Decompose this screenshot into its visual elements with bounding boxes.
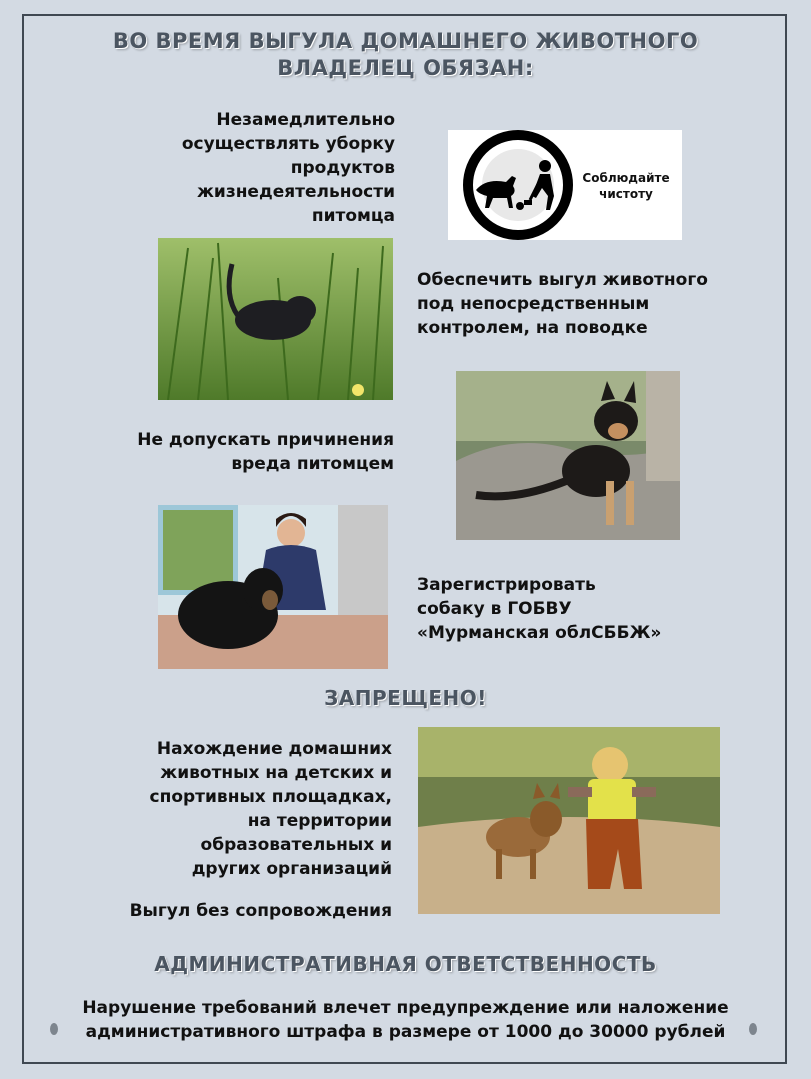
duty-line: контролем, на поводке bbox=[417, 318, 648, 338]
duty-line: жизнедеятельности bbox=[196, 182, 395, 202]
duty-cleanup-text bbox=[150, 108, 395, 228]
forbidden-unaccompanied-text: Выгул без сопровождения bbox=[129, 901, 392, 921]
keep-clean-caption bbox=[576, 170, 676, 202]
title-line-2: ВЛАДЕЛЕЦ ОБЯЗАН: bbox=[277, 56, 534, 80]
penalty-line-2: административного штрафа в размере от 1000 до 30000 рублей bbox=[85, 1022, 726, 1042]
duty-register-text bbox=[417, 573, 747, 645]
forbidden-line: образовательных и bbox=[200, 835, 392, 855]
duty-no-harm-text bbox=[110, 428, 394, 476]
forbidden-line: животных на детских и bbox=[160, 763, 392, 783]
forbidden-line: спортивных площадках, bbox=[149, 787, 392, 807]
duty-line: вреда питомцем bbox=[231, 454, 394, 474]
penalty-line-1: Нарушение требований влечет предупреждение или наложение bbox=[82, 998, 729, 1018]
duty-line: продуктов bbox=[290, 158, 395, 178]
duty-line: «Мурманская облСББЖ» bbox=[417, 623, 662, 643]
keep-clean-sign bbox=[448, 130, 682, 240]
puppy-in-grass-photo bbox=[158, 238, 393, 400]
duty-line: Незамедлительно bbox=[216, 110, 395, 130]
admin-responsibility-heading: АДМИНИСТРАТИВНАЯ ОТВЕТСТВЕННОСТЬ bbox=[154, 952, 657, 976]
caption-line: Соблюдайте bbox=[582, 171, 670, 185]
forbidden-line: Нахождение домашних bbox=[156, 739, 392, 759]
duty-line: Зарегистрировать bbox=[417, 575, 596, 595]
duty-line: Обеспечить выгул животного bbox=[417, 270, 708, 290]
duty-line: собаку в ГОБВУ bbox=[417, 599, 572, 619]
child-with-dog-photo bbox=[418, 727, 720, 914]
forbidden-playgrounds-text bbox=[100, 737, 392, 881]
duty-line: Не допускать причинения bbox=[137, 430, 394, 450]
title-line-1: ВО ВРЕМЯ ВЫГУЛА ДОМАШНЕГО ЖИВОТНОГО bbox=[112, 29, 699, 53]
vet-clinic-photo bbox=[158, 505, 388, 669]
bullet-dot-left-icon bbox=[50, 1023, 58, 1035]
bullet-dot-right-icon bbox=[749, 1023, 757, 1035]
forbidden-heading: ЗАПРЕЩЕНО! bbox=[324, 686, 487, 710]
duty-line: питомца bbox=[311, 206, 395, 226]
forbidden-line: других организаций bbox=[191, 859, 392, 879]
duty-line: осуществлять уборку bbox=[181, 134, 395, 154]
caption-line: чистоту bbox=[599, 187, 653, 201]
penalty-text bbox=[40, 996, 771, 1044]
duty-leash-text bbox=[417, 268, 747, 340]
duty-line: под непосредственным bbox=[417, 294, 650, 314]
shepherd-dog-photo bbox=[456, 371, 680, 540]
forbidden-line: на территории bbox=[247, 811, 392, 831]
page-title bbox=[0, 28, 811, 82]
